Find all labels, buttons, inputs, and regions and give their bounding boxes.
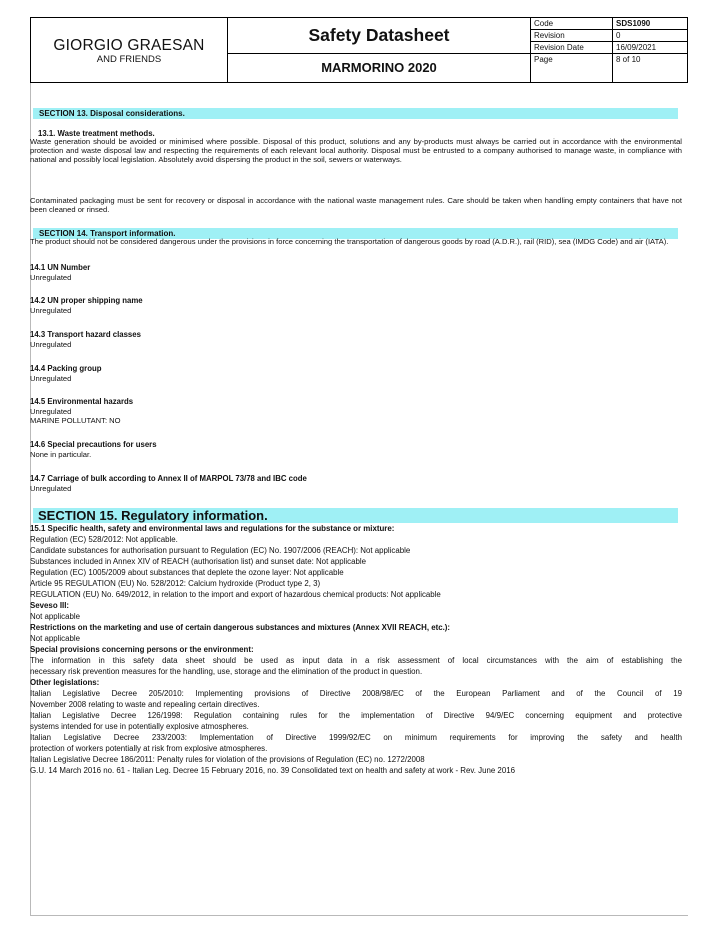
legislation-line: Italian Legislative Decree 126/1998: Regulation containing rules for the implementation of Directive 94/9/EC concerning equipment and protective (30, 711, 682, 720)
environmental-hazards-heading: 14.5 Environmental hazards (30, 397, 134, 406)
legislation-line: Italian Legislative Decree 186/2011: Penalty rules for violation of the provisions of Regulation (EC) no. 1272/2008 (30, 755, 425, 764)
revision-date-value: 16/09/2021 (613, 41, 688, 53)
section-13-para1: Waste generation should be avoided or minimised where possible. Disposal of this product, solutions and any by-products must always be carried out in accordance with the environmental protection and waste disposal law and respecting the requirements of each relevant local authority. Disposal must be entrusted to a company authorised to manage waste, in compliance with national and possibly local legislation. Absolutely avoid dispersing the product in the soil, sewers or waterways. (30, 137, 682, 165)
un-number-value: Unregulated (30, 273, 72, 282)
hazard-classes-value: Unregulated (30, 340, 72, 349)
section-13-1-heading: 13.1. Waste treatment methods. (38, 129, 155, 138)
section-13-para2: Contaminated packaging must be sent for recovery or disposal in accordance with the national waste management rules. Care should be taken when handling empty containers that have not been cleaned or rinsed. (30, 196, 682, 215)
regulation-line: Regulation (EC) 1005/2009 about substances that deplete the ozone layer: Not applicable (30, 568, 344, 577)
marine-pollutant-value: MARINE POLLUTANT: NO (30, 416, 121, 425)
revision-label: Revision (531, 29, 613, 41)
special-precautions-value: None in particular. (30, 450, 92, 459)
special-precautions-heading: 14.6 Special precautions for users (30, 440, 157, 449)
legislation-line: November 2008 relating to waste and repealing certain directives. (30, 700, 260, 709)
section-13-title: SECTION 13. Disposal considerations. (33, 108, 678, 119)
legislation-line: Italian Legislative Decree 205/2010: Implementing provisions of Directive 2008/98/EC of the European Parliament and of the Council of 19 (30, 689, 682, 698)
legislation-line: G.U. 14 March 2016 no. 61 - Italian Leg. Decree 15 February 2016, no. 39 Consolidated text on health and safety at work - Rev. June 2016 (30, 766, 515, 775)
document-title: Safety Datasheet (228, 18, 531, 54)
page-value: 8 of 10 (613, 53, 688, 82)
environmental-hazards-value: Unregulated (30, 407, 72, 416)
legislation-line: Italian Legislative Decree 233/2003: Implementation of Directive 1999/92/EC on minimum requirements for improving the safety and health (30, 733, 682, 742)
shipping-name-value: Unregulated (30, 306, 72, 315)
seveso-value: Not applicable (30, 612, 81, 621)
marpol-heading: 14.7 Carriage of bulk according to Annex II of MARPOL 73/78 and IBC code (30, 474, 307, 483)
revision-value: 0 (613, 29, 688, 41)
regulation-line: Article 95 REGULATION (EU) No. 528/2012: Calcium hydroxide (Product type 2, 3) (30, 579, 321, 588)
seveso-heading: Seveso III: (30, 601, 70, 610)
section-14-title: SECTION 14. Transport information. (33, 228, 678, 239)
section-14-intro: The product should not be considered dangerous under the provisions in force concerning the transportation of dangerous goods by road (A.D.R.), rail (RID), sea (IMDG Code) and air (IATA). (30, 237, 669, 246)
regulation-line: Regulation (EC) 528/2012: Not applicable. (30, 535, 178, 544)
code-label: Code (531, 18, 613, 30)
hazard-classes-heading: 14.3 Transport hazard classes (30, 330, 141, 339)
regulation-line: Candidate substances for authorisation pursuant to Regulation (EC) No. 1907/2006 (REACH): Not applicable (30, 546, 411, 555)
restrictions-value: Not applicable (30, 634, 81, 643)
special-provisions-line2: necessary risk prevention measures for the handling, use, storage and the elimination of the product in question. (30, 667, 423, 676)
regulation-line: Substances included in Annex XIV of REACH (authorisation list) and sunset date: Not applicable (30, 557, 366, 566)
company-name (31, 18, 228, 83)
restrictions-heading: Restrictions on the marketing and use of certain dangerous substances and mixtures (Annex XVII REACH, etc.): (30, 623, 451, 632)
other-legislations-heading: Other legislations: (30, 678, 100, 687)
special-provisions-heading: Special provisions concerning persons or the environment: (30, 645, 254, 654)
company-name-line2: AND FRIENDS (96, 54, 162, 65)
legislation-line: systems intended for use in potentially explosive atmospheres. (30, 722, 249, 731)
packing-group-value: Unregulated (30, 374, 72, 383)
shipping-name-heading: 14.2 UN proper shipping name (30, 296, 143, 305)
regulation-line: REGULATION (EU) No. 649/2012, in relation to the import and export of hazardous chemical products: Not applicable (30, 590, 441, 599)
revision-date-label: Revision Date (531, 41, 613, 53)
product-name: MARMORINO 2020 (228, 53, 531, 82)
section-15-title: SECTION 15. Regulatory information. (33, 508, 678, 523)
marpol-value: Unregulated (30, 484, 72, 493)
code-value: SDS1090 (613, 18, 688, 30)
special-provisions-line1: The information in this safety data sheet should be used as input data in a risk assessment of local circumstances with the aim of establishing the (30, 656, 682, 665)
document-header (30, 17, 688, 83)
un-number-heading: 14.1 UN Number (30, 263, 91, 272)
legislation-line: protection of workers potentially at risk from explosive atmospheres. (30, 744, 268, 753)
packing-group-heading: 14.4 Packing group (30, 364, 102, 373)
section-15-1-heading: 15.1 Specific health, safety and environmental laws and regulations for the substance or mixture: (30, 524, 395, 533)
page-label: Page (531, 53, 613, 82)
company-name-line1: GIORGIO GRAESAN (53, 36, 205, 54)
